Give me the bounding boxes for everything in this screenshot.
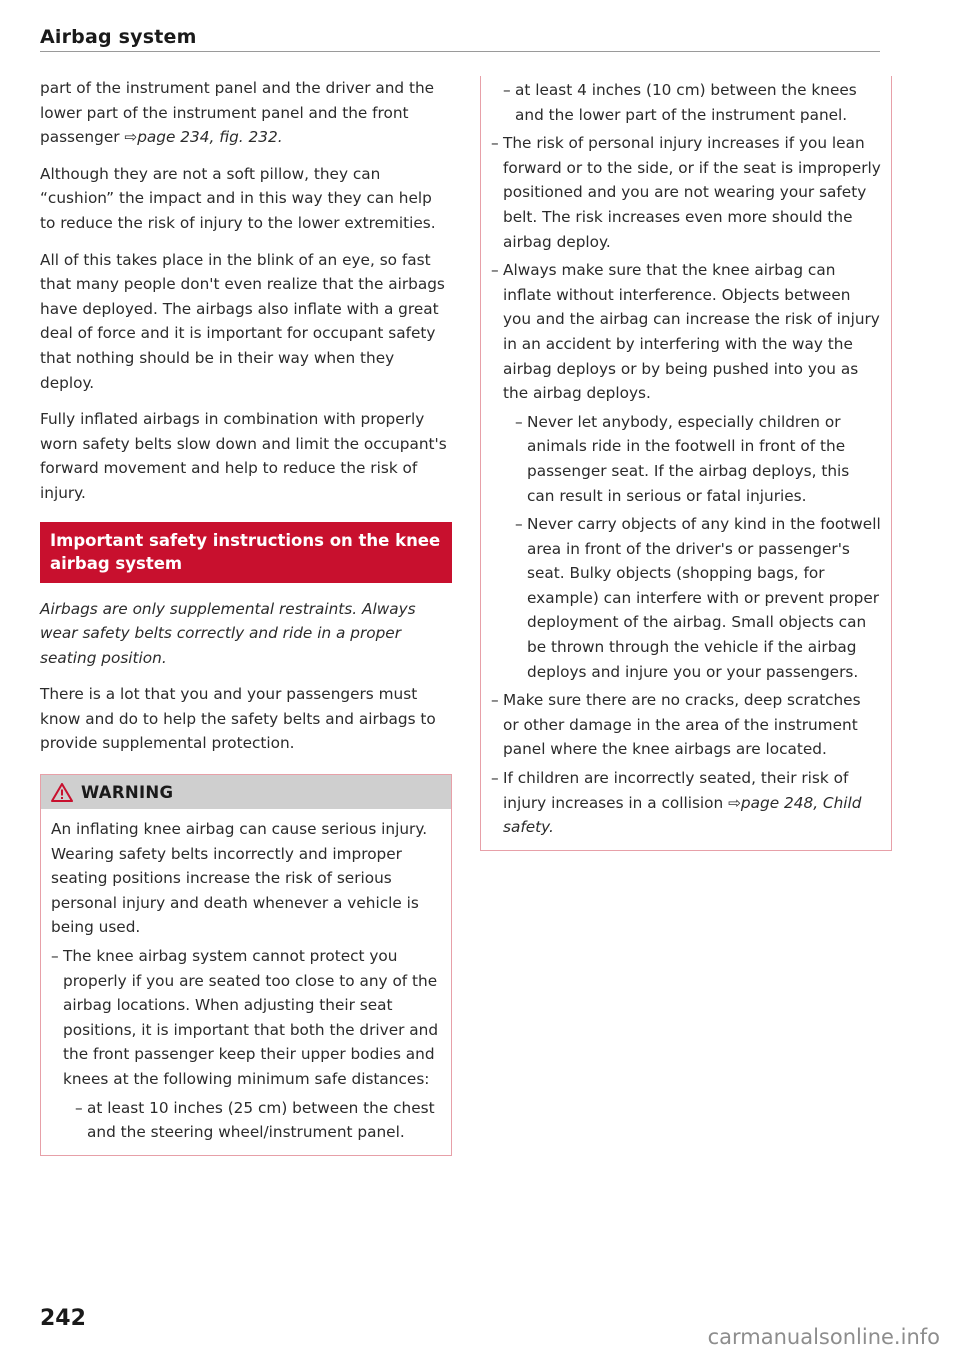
right-column [480,76,892,851]
paragraph-4: Fully inflated airbags in combination with properly worn safety belts slow down and limit the occupant's forward movement and help to reduce the risk of injury. [40,410,447,502]
left-column [40,76,452,1156]
section-heading: Important safety instructions on the knee airbag system [40,522,452,583]
section-intro: Airbags are only supplemental restraints. Always wear safety belts correctly and ride in a proper seating position. [40,599,416,667]
warning-body [41,809,451,1155]
sub-list-item: – at least 10 inches (25 cm) between the chest and the steering wheel/instrument panel. [75,1096,441,1145]
warning-box-continued [480,76,892,851]
watermark: carmanualsonline.info [707,1325,940,1349]
page-number: 242 [40,1306,86,1331]
page-header-title: Airbag system [40,26,197,48]
list-item: – The risk of personal injury increases if you lean forward or to the side, or if the seat is improperly positioned and you are not wearing your safety belt. The risk increases even more should the airbag deploy. [491,131,881,254]
sub-list-item: – at least 4 inches (10 cm) between the knees and the lower part of the instrument panel. [503,78,881,127]
list-item [51,944,441,1145]
list-item-text: If children are incorrectly seated, their risk of injury increases in a collision [503,769,849,812]
paragraph-5: There is a lot that you and your passengers must know and do to help the safety belts and airbags to provide supplemental protection. [40,685,436,753]
list-item [491,258,881,684]
warning-list-continued [491,78,881,840]
header-divider [40,51,880,52]
sub-list [63,1096,441,1145]
paragraph-1-text: part of the instrument panel and the driver and the lower part of the instrument panel and the front passenger [40,79,435,147]
page-reference-link[interactable]: ⇨page 234, fig. 232. [124,128,283,147]
list-item-text: The knee airbag system cannot protect you properly if you are seated too close to any of the airbag locations. When adjusting their seat positions, it is important that both the driver and the front passenger keep their upper bodies and knees at the following minimum safe distances: [63,947,439,1088]
paragraph-1 [40,76,452,150]
list-item [491,766,881,840]
warning-header [41,775,451,809]
page-reference-link[interactable]: ⇨page 248, Child safety. [503,793,862,837]
warning-list [51,944,441,1145]
warning-box [40,774,452,1156]
warning-label: WARNING [81,783,174,803]
warning-text: An inflating knee airbag can cause serious injury. Wearing safety belts incorrectly and improper seating positions increase the risk of serious personal injury and death whenever a vehicle is being used. [51,820,428,937]
list-item: – Make sure there are no cracks, deep scratches or other damage in the area of the instrument panel where the knee airbags are located. [491,688,881,762]
warning-triangle-icon [51,783,73,802]
sub-list-item: – Never carry objects of any kind in the footwell area in front of the driver's or passenger's seat. Bulky objects (shopping bags, for example) can interfere with or prevent proper deployment of the airbag. Small objects can be thrown through the vehicle if the airbag deploys and injure you or your passengers. [515,512,881,684]
paragraph-3: All of this takes place in the blink of an eye, so fast that many people don't even realize that the airbags have deployed. The airbags also inflate with a great deal of force and it is important for occupant safety that nothing should be in their way when they deploy. [40,250,445,392]
list-item-text: Always make sure that the knee airbag can inflate without interference. Objects between you and the airbag can increase the risk of injury in an accident by interfering with the way the airbag deploys or by being pushed into you as the airbag deploys. [503,261,880,403]
sub-list [503,410,881,685]
sub-list-item: – Never let anybody, especially children or animals ride in the footwell in front of the passenger seat. If the airbag deploys, this can result in serious or fatal injuries. [515,410,881,508]
paragraph-2: Although they are not a soft pillow, they can “cushion” the impact and in this way they can help to reduce the risk of injury to the lower extremities. [40,164,436,232]
